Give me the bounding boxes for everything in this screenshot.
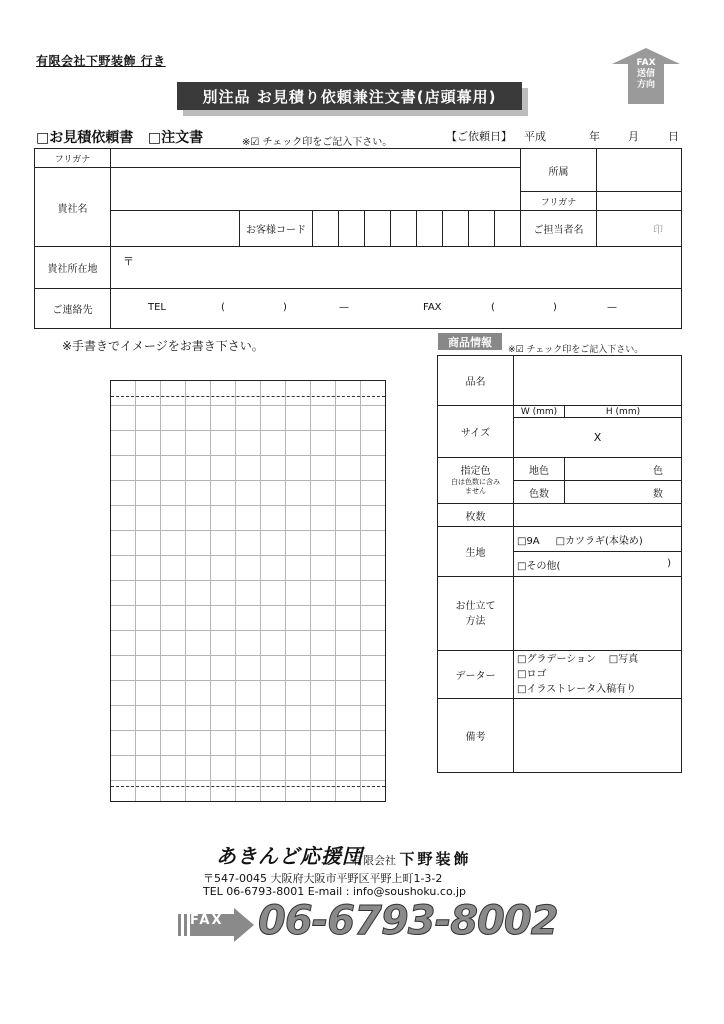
count-unit: 数 xyxy=(653,488,663,500)
code-box[interactable] xyxy=(391,211,417,247)
size-x: X xyxy=(593,431,602,444)
fax-dash: — xyxy=(607,302,617,313)
illustrator-checkbox[interactable]: □イラストレータ入稿有り xyxy=(517,684,637,695)
data-options xyxy=(514,651,682,699)
remarks-field[interactable] xyxy=(514,699,682,773)
code-box[interactable] xyxy=(469,211,495,247)
company-name-field[interactable] xyxy=(111,168,521,211)
color-count-label: 色数 xyxy=(514,481,565,504)
date-label: 【ご依頼日】 xyxy=(446,130,512,143)
fabric-other-row xyxy=(514,552,682,577)
quantity-field[interactable] xyxy=(514,504,682,527)
company-name: 下野装飾 xyxy=(399,850,472,868)
code-box[interactable] xyxy=(443,211,469,247)
day-label[interactable]: 日 xyxy=(668,130,679,143)
fax-label: FAX xyxy=(423,302,442,313)
fax-arrow-label: FAX xyxy=(190,913,224,928)
fax-direction-label xyxy=(626,58,666,91)
code-box[interactable] xyxy=(339,211,365,247)
fax-direction-word-2: 送信 xyxy=(636,69,655,79)
customer-code-label: お客様コード xyxy=(240,211,313,247)
color-title: 指定色 xyxy=(460,465,491,477)
company-block xyxy=(352,848,472,869)
tel-paren-close: ) xyxy=(283,302,287,313)
company-address: 〒547-0045 大阪府大阪市平野区平野上町1-3-2 xyxy=(203,872,443,885)
code-box[interactable] xyxy=(313,211,339,247)
furigana-label: フリガナ xyxy=(35,149,111,168)
fabric-other-close: ) xyxy=(667,558,671,569)
contact-person-label: ご担当者名 xyxy=(521,211,597,247)
color-unit: 色 xyxy=(653,465,663,477)
logo-checkbox[interactable]: □ロゴ xyxy=(517,669,547,680)
product-check-note: ※☑ チェック印をご記入下さい。 xyxy=(508,345,644,355)
fabric-label: 生地 xyxy=(438,527,514,577)
company-name-spacer xyxy=(111,211,240,247)
code-box[interactable] xyxy=(495,211,521,247)
department-field[interactable] xyxy=(597,149,682,192)
data-label: データー xyxy=(438,651,514,699)
department-label: 所属 xyxy=(521,149,597,192)
code-box[interactable] xyxy=(365,211,391,247)
fax-paren-open: ( xyxy=(491,302,495,313)
gradation-checkbox[interactable]: □グラデーション xyxy=(517,654,597,665)
fax-paren-close: ) xyxy=(553,302,557,313)
fax-number: 06-6793-8002 xyxy=(258,898,558,944)
address-label: 貴社所在地 xyxy=(35,247,111,289)
brand-logo xyxy=(216,840,363,869)
furigana2-field[interactable] xyxy=(597,192,682,211)
ground-color-field[interactable] xyxy=(565,458,682,481)
month-label[interactable]: 月 xyxy=(628,130,639,143)
furigana2-label: フリガナ xyxy=(521,192,597,211)
fabric-other-checkbox[interactable]: □その他( xyxy=(517,560,561,572)
size-label: サイズ xyxy=(438,406,514,458)
tel-paren-open: ( xyxy=(221,302,225,313)
company-tel-email: TEL 06-6793-8001 E-mail : info@soushoku.co.jp xyxy=(203,885,467,898)
height-label: H (mm) xyxy=(565,406,682,418)
photo-checkbox[interactable]: □写真 xyxy=(608,654,639,665)
company-name-label: 貴社名 xyxy=(35,168,111,247)
fax-direction-word-1: FAX xyxy=(636,58,656,68)
remarks-label: 備考 xyxy=(438,699,514,773)
company-prefix: 有限会社 xyxy=(352,854,396,867)
product-name-field[interactable] xyxy=(514,356,682,406)
sketch-grid-area[interactable] xyxy=(110,380,386,802)
sketch-instruction: ※手書きでイメージをお書き下さい。 xyxy=(62,339,264,353)
seal-mark: 印 xyxy=(597,211,682,247)
postal-mark: 〒 xyxy=(123,255,134,268)
product-info-badge: 商品情報 xyxy=(438,333,502,350)
year-label[interactable]: 年 xyxy=(589,130,600,143)
fax-direction-word-3: 方向 xyxy=(636,80,655,90)
form-title: 別注品 お見積り依頼兼注文書(店頭幕用) xyxy=(177,82,522,110)
address-field[interactable] xyxy=(111,247,682,289)
check-note: ※☑ チェック印をご記入下さい。 xyxy=(242,137,393,148)
request-type-row xyxy=(36,127,203,147)
color-count-field[interactable] xyxy=(565,481,682,504)
finish-field[interactable] xyxy=(514,577,682,651)
bottom-margin-line xyxy=(111,786,385,787)
width-label: W (mm) xyxy=(514,406,565,418)
tel-label: TEL xyxy=(148,302,166,313)
tel-dash: — xyxy=(339,302,349,313)
order-checkbox[interactable]: □注文書 xyxy=(147,130,204,146)
product-name-label: 品名 xyxy=(438,356,514,406)
color-label xyxy=(438,458,514,504)
era-label: 平成 xyxy=(524,130,546,143)
fabric-9a-checkbox[interactable]: □9A xyxy=(517,535,540,547)
color-note: 白は色数に含みません xyxy=(451,477,500,495)
finish-label: お仕立て方法 xyxy=(438,577,514,651)
furigana-field[interactable] xyxy=(111,149,521,168)
contact-field[interactable] xyxy=(111,289,682,329)
fabric-katsuragi-checkbox[interactable]: □カツラギ(本染め) xyxy=(555,535,643,547)
product-table xyxy=(437,355,682,773)
customer-table xyxy=(34,148,682,329)
contact-label: ご連絡先 xyxy=(35,289,111,329)
recipient-line: 有限会社下野装飾 行き xyxy=(36,54,166,68)
top-margin-line xyxy=(111,396,385,397)
fabric-options xyxy=(514,527,682,552)
ground-color-label: 地色 xyxy=(514,458,565,481)
quantity-label: 枚数 xyxy=(438,504,514,527)
code-box[interactable] xyxy=(417,211,443,247)
brand-text: あきんど応援団 xyxy=(216,844,363,868)
estimate-checkbox[interactable]: □お見積依頼書 xyxy=(36,130,134,146)
size-field[interactable] xyxy=(514,418,682,458)
